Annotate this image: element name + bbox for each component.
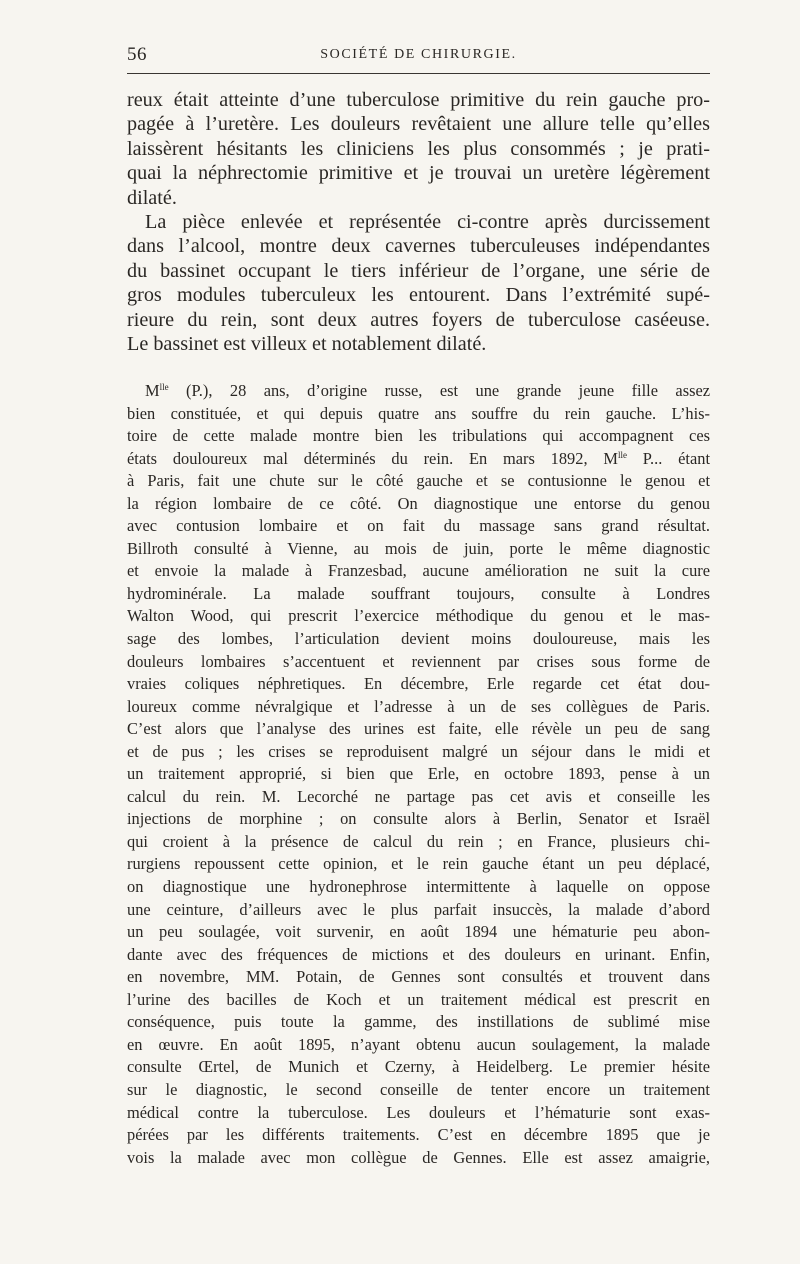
text-line: sage des lombes, l’articulation devient moins douloureuse, mais les xyxy=(127,629,710,649)
header-rule xyxy=(127,73,710,74)
text-line: sur le diagnostic, le second conseille de tenter encore un traitement xyxy=(127,1079,710,1099)
text-line: quai la néphrectomie primitive et je trouvai un uretère légèrement xyxy=(127,162,710,185)
text-line xyxy=(127,448,710,471)
body-large-text xyxy=(127,88,710,356)
text-fragment: états douloureux mal déterminés du rein. En mars 1892, M xyxy=(127,448,618,468)
text-line: vraies coliques néphretiques. En décembre, Erle regarde cet état dou- xyxy=(127,674,710,694)
text-line xyxy=(127,380,710,403)
text-line: hydrominérale. La malade souffrant toujours, consulte à Londres xyxy=(127,583,710,603)
text-line: un peu soulagée, voit survenir, en août 1894 une hématurie peu abon- xyxy=(127,922,710,942)
superscript: lle xyxy=(159,382,169,392)
text-line: en œuvre. En août 1895, n’ayant obtenu aucun soulagement, la malade xyxy=(127,1034,710,1054)
text-line: vois la malade avec mon collègue de Gennes. Elle est assez amaigrie, xyxy=(127,1147,710,1167)
text-line: et de pus ; les crises se reproduisent malgré un séjour dans le midi et xyxy=(127,741,710,761)
paragraph-1 xyxy=(127,88,710,210)
text-line: rieure du rein, sont deux autres foyers de tuberculose caséeuse. xyxy=(127,308,710,331)
text-line: qui croient à la présence de calcul du rein ; en France, plusieurs chi- xyxy=(127,831,710,851)
text-line: reux était atteinte d’une tuberculose primitive du rein gauche pro- xyxy=(127,89,710,111)
text-line: gros modules tuberculeux les entourent. Dans l’extrémité supé- xyxy=(127,284,710,307)
text-line: toire de cette malade montre bien les tribulations qui accompagnent ces xyxy=(127,426,710,446)
text-line: dilaté. xyxy=(127,186,177,209)
superscript: lle xyxy=(617,449,627,460)
text-line: laissèrent hésitants les cliniciens les plus consommés ; je prati- xyxy=(127,137,710,160)
running-head xyxy=(127,44,710,70)
text-line: on diagnostique une hydronephrose intermittente à laquelle on oppose xyxy=(127,877,710,897)
page-number: 56 xyxy=(127,44,147,65)
text-fragment: M xyxy=(145,381,160,400)
running-title: SOCIÉTÉ DE CHIRURGIE. xyxy=(320,47,517,62)
paragraph-2 xyxy=(127,210,710,356)
text-fragment: (P.), 28 ans, d’origine russe, est une grande jeune fille assez xyxy=(168,381,710,400)
text-line: l’urine des bacilles de Koch et un traitement médical est prescrit en xyxy=(127,989,710,1009)
text-line: Walton Wood, qui prescrit l’exercice méthodique du genou et le mas- xyxy=(127,606,710,626)
text-line: C’est alors que l’analyse des urines est faite, elle révèle un peu de sang xyxy=(127,719,710,739)
text-line: consulte Œrtel, de Munich et Czerny, à Heidelberg. Le premier hésite xyxy=(127,1057,710,1077)
text-line: Billroth consulté à Vienne, au mois de juin, porte le même diagnostic xyxy=(127,538,710,558)
text-line: en novembre, MM. Potain, de Gennes sont consultés et trouvent dans xyxy=(127,967,710,987)
text-line: Le bassinet est villeux et notablement dilaté. xyxy=(127,332,487,355)
text-line: pérées par les différents traitements. C’est en décembre 1895 que je xyxy=(127,1125,710,1145)
case-report xyxy=(127,380,710,1214)
text-line: calcul du rein. M. Lecorché ne partage pas cet avis et conseille les xyxy=(127,786,710,806)
text-line: bien constituée, et qui depuis quatre ans souffre du rein gauche. L’his- xyxy=(127,403,710,423)
text-line: douleurs lombaires s’accentuent et reviennent par crises sous forme de xyxy=(127,651,710,671)
text-line: pagée à l’uretère. Les douleurs revêtaient une allure telle qu’elles xyxy=(127,113,710,136)
text-line: la région lombaire de ce côté. On diagnostique une entorse du genou xyxy=(127,493,710,513)
text-line: et envoie la malade à Franzesbad, aucune amélioration ne suit la cure xyxy=(127,561,710,581)
text-line: une ceinture, d’ailleurs avec le plus parfait insuccès, la malade d’abord xyxy=(127,899,710,919)
text-line: médical contre la tuberculose. Les douleurs et l’hématurie sont exas- xyxy=(127,1102,710,1122)
text-line: rurgiens repoussent cette opinion, et le rein gauche étant un peu déplacé, xyxy=(127,854,710,874)
text-line: La pièce enlevée et représentée ci-contre après durcissement xyxy=(145,210,710,233)
text-fragment: P... étant xyxy=(626,448,710,468)
text-line: dante avec des fréquences de mictions et des douleurs en urinant. Enfin, xyxy=(127,944,710,964)
text-line: loureux comme névralgique et l’adresse à un de ses collègues de Paris. xyxy=(127,696,710,716)
text-line xyxy=(127,1192,710,1215)
text-line: un traitement approprié, si bien que Erle, en octobre 1893, pense à un xyxy=(127,764,710,784)
text-line: avec contusion lombaire et on fait du massage sans grand résultat. xyxy=(127,516,710,536)
text-line xyxy=(127,1169,710,1192)
text-line: dans l’alcool, montre deux cavernes tuberculeuses indépendantes xyxy=(127,235,710,258)
text-line: à Paris, fait une chute sur le côté gauche et se contusionne le genou et xyxy=(127,471,710,491)
text-line: du bassinet occupant le tiers inférieur de l’organe, une série de xyxy=(127,259,710,282)
text-line: injections de morphine ; on consulte alors à Berlin, Senator et Israël xyxy=(127,809,710,829)
text-line: conséquence, puis toute la gamme, des instillations de sublimé mise xyxy=(127,1012,710,1032)
